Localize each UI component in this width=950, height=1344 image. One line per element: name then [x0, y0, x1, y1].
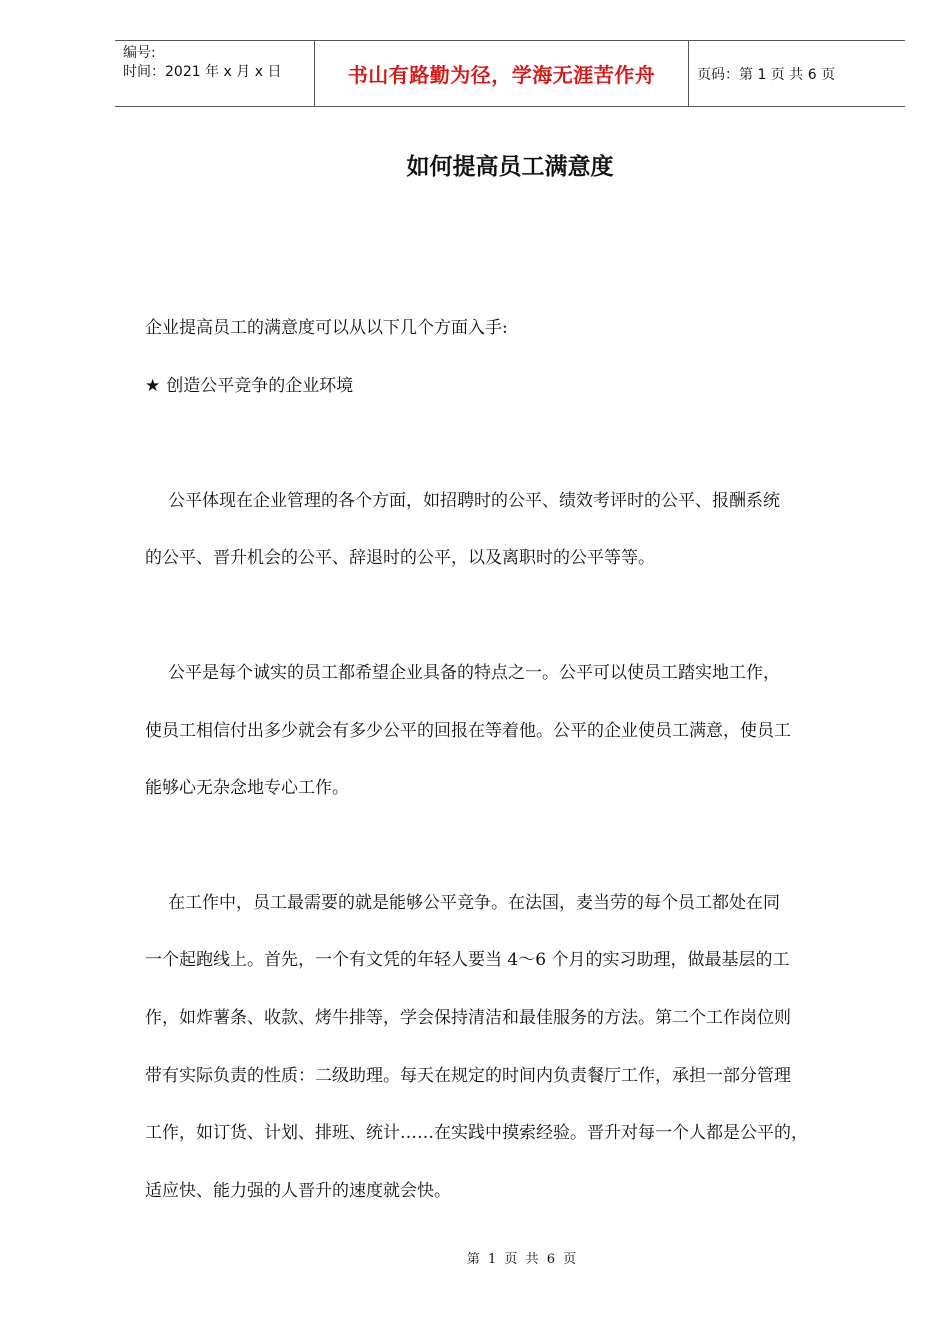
header-meta — [115, 41, 315, 106]
document-title: 如何提高员工满意度 — [406, 153, 614, 180]
paragraph-line: 一个起跑线上。首先，一个有文凭的年轻人要当 4～6 个月的实习助理，做最基层的工 — [145, 950, 790, 970]
paragraph-line: 公平体现在企业管理的各个方面，如招聘时的公平、绩效考评时的公平、报酬系统 — [168, 491, 780, 511]
header-motto: 书山有路勤为径，学海无涯苦作舟 — [315, 41, 689, 106]
intro-text: 企业提高员工的满意度可以从以下几个方面入手: — [145, 318, 508, 338]
paragraph-line: 使员工相信付出多少就会有多少公平的回报在等着他。公平的企业使员工满意，使员工 — [145, 721, 791, 741]
page-header — [115, 40, 905, 107]
header-page-info: 页码：第 1 页 共 6 页 — [697, 66, 836, 83]
paragraph-line: 公平是每个诚实的员工都希望企业具备的特点之一。公平可以使员工踏实地工作， — [168, 663, 780, 683]
paragraph-line: 带有实际负责的性质：二级助理。每天在规定的时间内负责餐厅工作，承担一部分管理 — [145, 1066, 791, 1086]
paragraph-line: 能够心无杂念地专心工作。 — [145, 778, 349, 798]
serial-label: 编号: — [123, 45, 156, 61]
paragraph-line: 工作，如订货、计划、排班、统计……在实践中摸索经验。晋升对每一个人都是公平的， — [145, 1123, 808, 1143]
paragraph-line: 的公平、晋升机会的公平、辞退时的公平，以及离职时的公平等等。 — [145, 548, 655, 568]
star-icon: ★ — [145, 376, 161, 396]
paragraph-line: 适应快、能力强的人晋升的速度就会快。 — [145, 1181, 451, 1201]
page-footer: 第 1 页 共 6 页 — [466, 1252, 579, 1267]
paragraph-line: 作，如炸薯条、收款、烤牛排等，学会保持清洁和最佳服务的方法。第二个工作岗位则 — [145, 1008, 791, 1028]
paragraph-line: 在工作中，员工最需要的就是能够公平竞争。在法国，麦当劳的每个员工都处在同 — [168, 893, 780, 913]
section-heading — [145, 371, 353, 396]
date-label: 时间：2021 年 x 月 x 日 — [123, 64, 282, 80]
section-title: 创造公平竞争的企业环境 — [166, 376, 354, 396]
